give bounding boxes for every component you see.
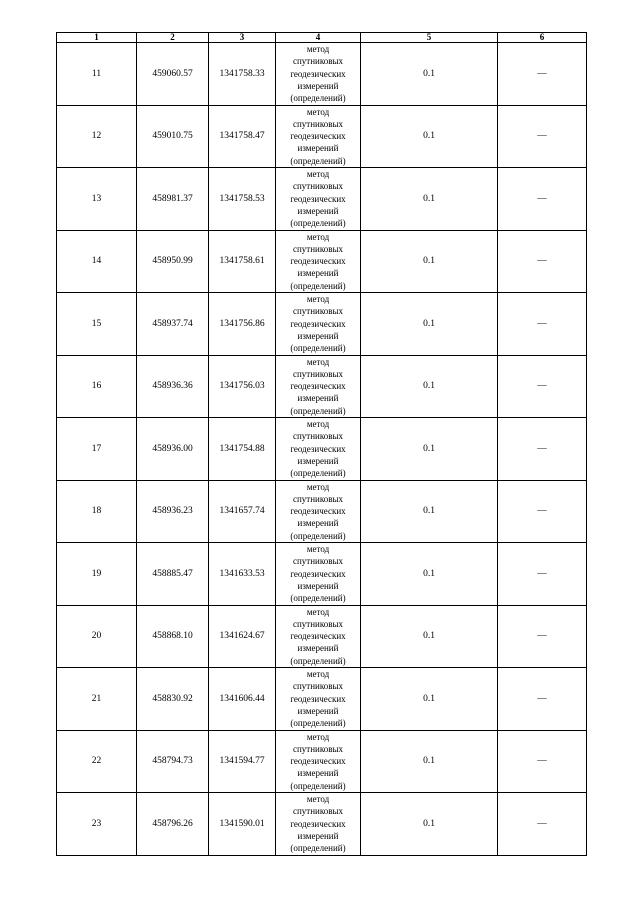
- accuracy-cell: 0.1: [361, 730, 498, 793]
- table-row: [57, 355, 587, 418]
- y-coordinate-cell: 1341594.77: [209, 730, 276, 793]
- note-cell: —: [498, 230, 587, 293]
- table-row: [57, 730, 587, 793]
- note-cell: —: [498, 418, 587, 481]
- point-number-cell: 23: [57, 793, 137, 856]
- point-number-cell: 17: [57, 418, 137, 481]
- x-coordinate-cell: 458796.26: [137, 793, 209, 856]
- method-cell: метод спутниковых геодезических измерений (определений): [276, 730, 361, 793]
- y-coordinate-cell: 1341633.53: [209, 543, 276, 606]
- table-row: [57, 43, 587, 106]
- note-cell: —: [498, 793, 587, 856]
- x-coordinate-cell: 458794.73: [137, 730, 209, 793]
- table-body: [57, 43, 587, 856]
- method-cell: метод спутниковых геодезических измерений (определений): [276, 543, 361, 606]
- x-coordinate-cell: 458950.99: [137, 230, 209, 293]
- x-coordinate-cell: 458868.10: [137, 605, 209, 668]
- header-col-1: 1: [57, 33, 137, 43]
- table-row: [57, 793, 587, 856]
- x-coordinate-cell: 458830.92: [137, 668, 209, 731]
- header-col-6: 6: [498, 33, 587, 43]
- point-number-cell: 12: [57, 105, 137, 168]
- table-row: [57, 418, 587, 481]
- method-cell: метод спутниковых геодезических измерений (определений): [276, 668, 361, 731]
- table-row: [57, 293, 587, 356]
- header-row: [57, 33, 587, 43]
- x-coordinate-cell: 459010.75: [137, 105, 209, 168]
- x-coordinate-cell: 458936.00: [137, 418, 209, 481]
- note-cell: —: [498, 355, 587, 418]
- table-row: [57, 543, 587, 606]
- y-coordinate-cell: 1341758.47: [209, 105, 276, 168]
- accuracy-cell: 0.1: [361, 168, 498, 231]
- y-coordinate-cell: 1341754.88: [209, 418, 276, 481]
- point-number-cell: 15: [57, 293, 137, 356]
- accuracy-cell: 0.1: [361, 480, 498, 543]
- y-coordinate-cell: 1341624.67: [209, 605, 276, 668]
- y-coordinate-cell: 1341590.01: [209, 793, 276, 856]
- y-coordinate-cell: 1341758.53: [209, 168, 276, 231]
- method-cell: метод спутниковых геодезических измерений (определений): [276, 418, 361, 481]
- method-cell: метод спутниковых геодезических измерений (определений): [276, 793, 361, 856]
- accuracy-cell: 0.1: [361, 543, 498, 606]
- header-col-2: 2: [137, 33, 209, 43]
- y-coordinate-cell: 1341758.61: [209, 230, 276, 293]
- header-col-4: 4: [276, 33, 361, 43]
- point-number-cell: 13: [57, 168, 137, 231]
- accuracy-cell: 0.1: [361, 230, 498, 293]
- x-coordinate-cell: 458885.47: [137, 543, 209, 606]
- header-col-5: 5: [361, 33, 498, 43]
- y-coordinate-cell: 1341756.86: [209, 293, 276, 356]
- x-coordinate-cell: 458937.74: [137, 293, 209, 356]
- note-cell: —: [498, 668, 587, 731]
- y-coordinate-cell: 1341758.33: [209, 43, 276, 106]
- table-row: [57, 230, 587, 293]
- accuracy-cell: 0.1: [361, 605, 498, 668]
- table-row: [57, 605, 587, 668]
- y-coordinate-cell: 1341657.74: [209, 480, 276, 543]
- note-cell: —: [498, 543, 587, 606]
- method-cell: метод спутниковых геодезических измерений (определений): [276, 168, 361, 231]
- note-cell: —: [498, 168, 587, 231]
- method-cell: метод спутниковых геодезических измерений (определений): [276, 105, 361, 168]
- accuracy-cell: 0.1: [361, 793, 498, 856]
- accuracy-cell: 0.1: [361, 293, 498, 356]
- point-number-cell: 21: [57, 668, 137, 731]
- note-cell: —: [498, 293, 587, 356]
- table-row: [57, 480, 587, 543]
- x-coordinate-cell: 459060.57: [137, 43, 209, 106]
- table-row: [57, 168, 587, 231]
- note-cell: —: [498, 105, 587, 168]
- accuracy-cell: 0.1: [361, 355, 498, 418]
- y-coordinate-cell: 1341606.44: [209, 668, 276, 731]
- method-cell: метод спутниковых геодезических измерений (определений): [276, 605, 361, 668]
- method-cell: метод спутниковых геодезических измерений (определений): [276, 230, 361, 293]
- accuracy-cell: 0.1: [361, 668, 498, 731]
- point-number-cell: 11: [57, 43, 137, 106]
- point-number-cell: 19: [57, 543, 137, 606]
- method-cell: метод спутниковых геодезических измерений (определений): [276, 480, 361, 543]
- table-header: [57, 33, 587, 43]
- table-row: [57, 668, 587, 731]
- y-coordinate-cell: 1341756.03: [209, 355, 276, 418]
- accuracy-cell: 0.1: [361, 43, 498, 106]
- x-coordinate-cell: 458936.23: [137, 480, 209, 543]
- point-number-cell: 22: [57, 730, 137, 793]
- header-col-3: 3: [209, 33, 276, 43]
- method-cell: метод спутниковых геодезических измерений (определений): [276, 355, 361, 418]
- point-number-cell: 14: [57, 230, 137, 293]
- accuracy-cell: 0.1: [361, 105, 498, 168]
- note-cell: —: [498, 730, 587, 793]
- coordinates-table: [56, 32, 587, 856]
- x-coordinate-cell: 458981.37: [137, 168, 209, 231]
- note-cell: —: [498, 605, 587, 668]
- method-cell: метод спутниковых геодезических измерений (определений): [276, 293, 361, 356]
- point-number-cell: 16: [57, 355, 137, 418]
- note-cell: —: [498, 480, 587, 543]
- accuracy-cell: 0.1: [361, 418, 498, 481]
- note-cell: —: [498, 43, 587, 106]
- point-number-cell: 20: [57, 605, 137, 668]
- x-coordinate-cell: 458936.36: [137, 355, 209, 418]
- point-number-cell: 18: [57, 480, 137, 543]
- method-cell: метод спутниковых геодезических измерений (определений): [276, 43, 361, 106]
- table-row: [57, 105, 587, 168]
